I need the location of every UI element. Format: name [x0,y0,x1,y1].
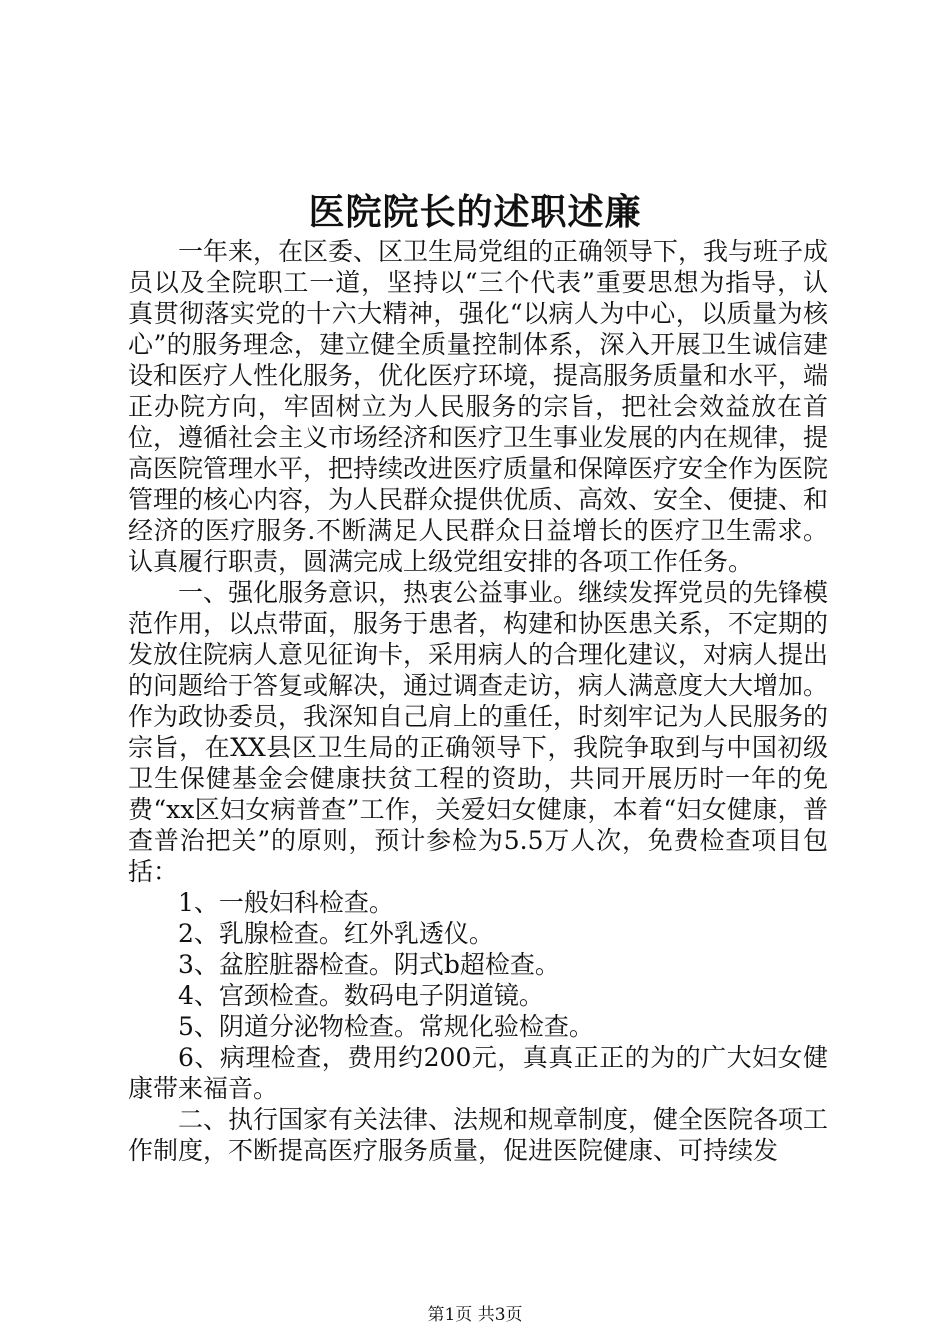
list-item: 1、一般妇科检查。 [178,888,394,917]
page-number: 第1页 共3页 [427,1305,523,1325]
list-item: 4、宫颈检查。数码电子阴道镜。 [178,981,544,1010]
list-item: 3、盆腔脏器检查。阴式b超检查。 [178,950,560,979]
document-body [128,236,828,1166]
list-item: 5、阴道分泌物检查。常规化验检查。 [178,1012,594,1041]
list-item: 2、乳腺检查。红外乳透仪。 [178,919,494,948]
document-title: 医院院长的述职述廉 [308,191,642,233]
paragraph-section-1: 一、强化服务意识，热衷公益事业。继续发挥党员的先锋模范作用，以点带面，服务于患者，构建和协医患关系，不定期的发放住院病人意见征询卡，采用病人的合理化建议，对病人提出的问题给于答复或解决，通过调查走访，病人满意度大大增加。作为政协委员，我深知自己肩上的重任，时刻牢记为人民服务的宗旨，在XX县区卫生局的正确领导下，我院争取到与中国初级卫生保健基金会健康扶贫工程的资助，共同开展历时一年的免费“xx区妇女病普查”工作，关爱妇女健康，本着“妇女健康，普查普治把关”的原则，预计参检为5.5万人次，免费检查项目包括： [128,578,829,886]
paragraph-intro: 一年来，在区委、区卫生局党组的正确领导下，我与班子成员以及全院职工一道，坚持以“三个代表”重要思想为指导，认真贯彻落实党的十六大精神，强化“以病人为中心，以质量为核心”的服务理念，建立健全质量控制体系，深入开展卫生诚信建设和医疗人性化服务，优化医疗环境，提高服务质量和水平，端正办院方向，牢固树立为人民服务的宗旨，把社会效益放在首位，遵循社会主义市场经济和医疗卫生事业发展的内在规律，提高医院管理水平，把持续改进医疗质量和保障医疗安全作为医院管理的核心内容，为人民群众提供优质、高效、安全、便捷、和经济的医疗服务.不断满足人民群众日益增长的医疗卫生需求。认真履行职责，圆满完成上级党组安排的各项工作任务。 [128,237,829,576]
list-item: 6、病理检查，费用约200元，真真正正的为的广大妇女健康带来福音。 [128,1043,828,1103]
paragraph-section-2: 二、执行国家有关法律、法规和规章制度，健全医院各项工作制度，不断提高医疗服务质量，促进医院健康、可持续发 [128,1105,829,1165]
